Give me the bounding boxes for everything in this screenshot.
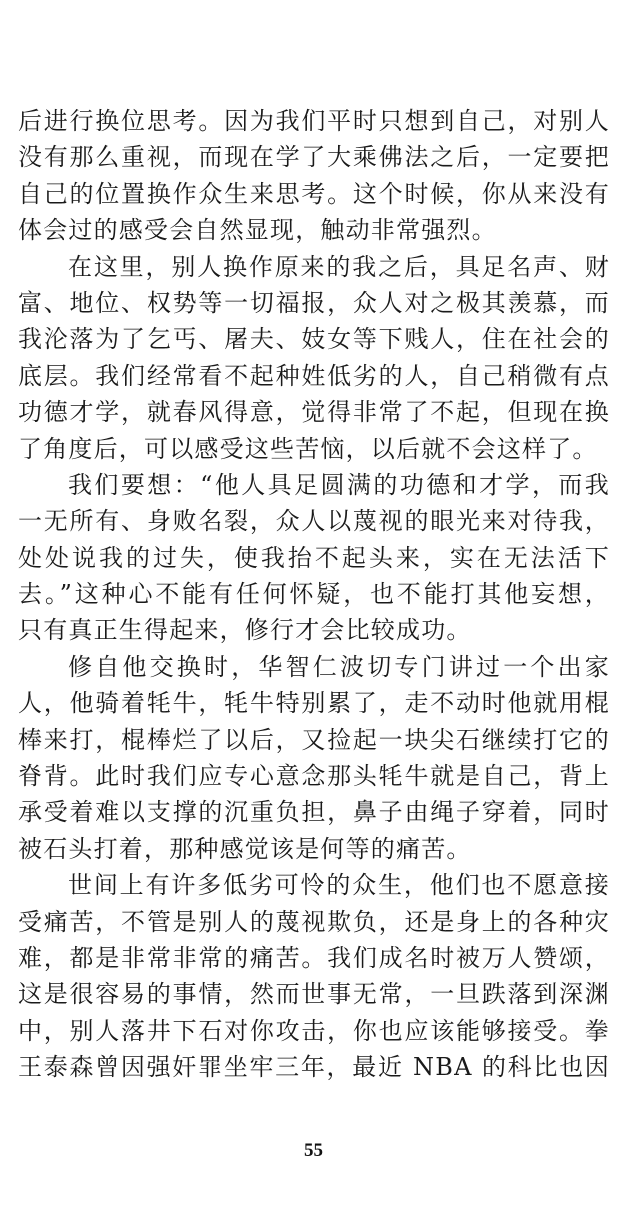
page-number: 55 bbox=[304, 1140, 323, 1161]
text-line: 处处说我的过失，使我抬不起头来，实在无法活下 bbox=[18, 543, 610, 572]
text-line: 世间上有许多低劣可怜的众生，他们也不愿意接 bbox=[68, 871, 610, 900]
text-line: 自己的位置换作众生来思考。这个时候，你从来没有 bbox=[18, 179, 610, 208]
text-line: 王泰森曾因强奸罪坐牢三年，最近 NBA 的科比也因 bbox=[18, 1053, 610, 1082]
text-line: 我们要想：“他人具足圆满的功德和才学，而我 bbox=[68, 470, 610, 499]
text-line: 中，别人落井下石对你攻击，你也应该能够接受。拳 bbox=[18, 1016, 610, 1045]
text-line: 富、地位、权势等一切福报，众人对之极其羡慕，而 bbox=[18, 288, 610, 317]
text-line: 人，他骑着牦牛，牦牛特别累了，走不动时他就用棍 bbox=[18, 689, 610, 718]
text-line: 被石头打着，那种感觉该是何等的痛苦。 bbox=[18, 834, 472, 863]
text-line: 棒来打，棍棒烂了以后，又捡起一块尖石继续打它的 bbox=[18, 725, 610, 754]
text-line: 底层。我们经常看不起种姓低劣的人，自己稍微有点 bbox=[18, 361, 610, 390]
text-line: 功德才学，就春风得意，觉得非常了不起，但现在换 bbox=[18, 398, 610, 427]
text-line: 在这里，别人换作原来的我之后，具足名声、财 bbox=[68, 252, 610, 281]
text-line: 脊背。此时我们应专心意念那头牦牛就是自己，背上 bbox=[18, 762, 610, 791]
text-line: 去。”这种心不能有任何怀疑，也不能打其他妄想， bbox=[18, 580, 610, 609]
text-line: 承受着难以支撑的沉重负担，鼻子由绳子穿着，同时 bbox=[18, 798, 610, 827]
text-line: 只有真正生得起来，修行才会比较成功。 bbox=[18, 616, 472, 645]
text-line: 了角度后，可以感受这些苦恼，以后就不会这样了。 bbox=[18, 434, 598, 463]
text-line: 没有那么重视，而现在学了大乘佛法之后，一定要把 bbox=[18, 143, 610, 172]
text-line: 后进行换位思考。因为我们平时只想到自己，对别人 bbox=[18, 107, 610, 135]
text-line: 一无所有、身败名裂，众人以蔑视的眼光来对待我， bbox=[18, 507, 610, 536]
text-line: 难，都是非常非常的痛苦。我们成名时被万人赞颂， bbox=[18, 943, 610, 972]
text-line: 修自他交换时，华智仁波切专门讲过一个出家 bbox=[68, 652, 610, 681]
text-line: 这是很容易的事情，然而世事无常，一旦跌落到深渊 bbox=[18, 980, 610, 1009]
text-line: 体会过的感受会自然显现，触动非常强烈。 bbox=[18, 216, 497, 245]
body-text bbox=[18, 103, 610, 1086]
text-line: 我沦落为了乞丐、屠夫、妓女等下贱人，住在社会的 bbox=[18, 325, 610, 354]
text-line: 受痛苦，不管是别人的蔑视欺负，还是身上的各种灾 bbox=[18, 907, 610, 936]
